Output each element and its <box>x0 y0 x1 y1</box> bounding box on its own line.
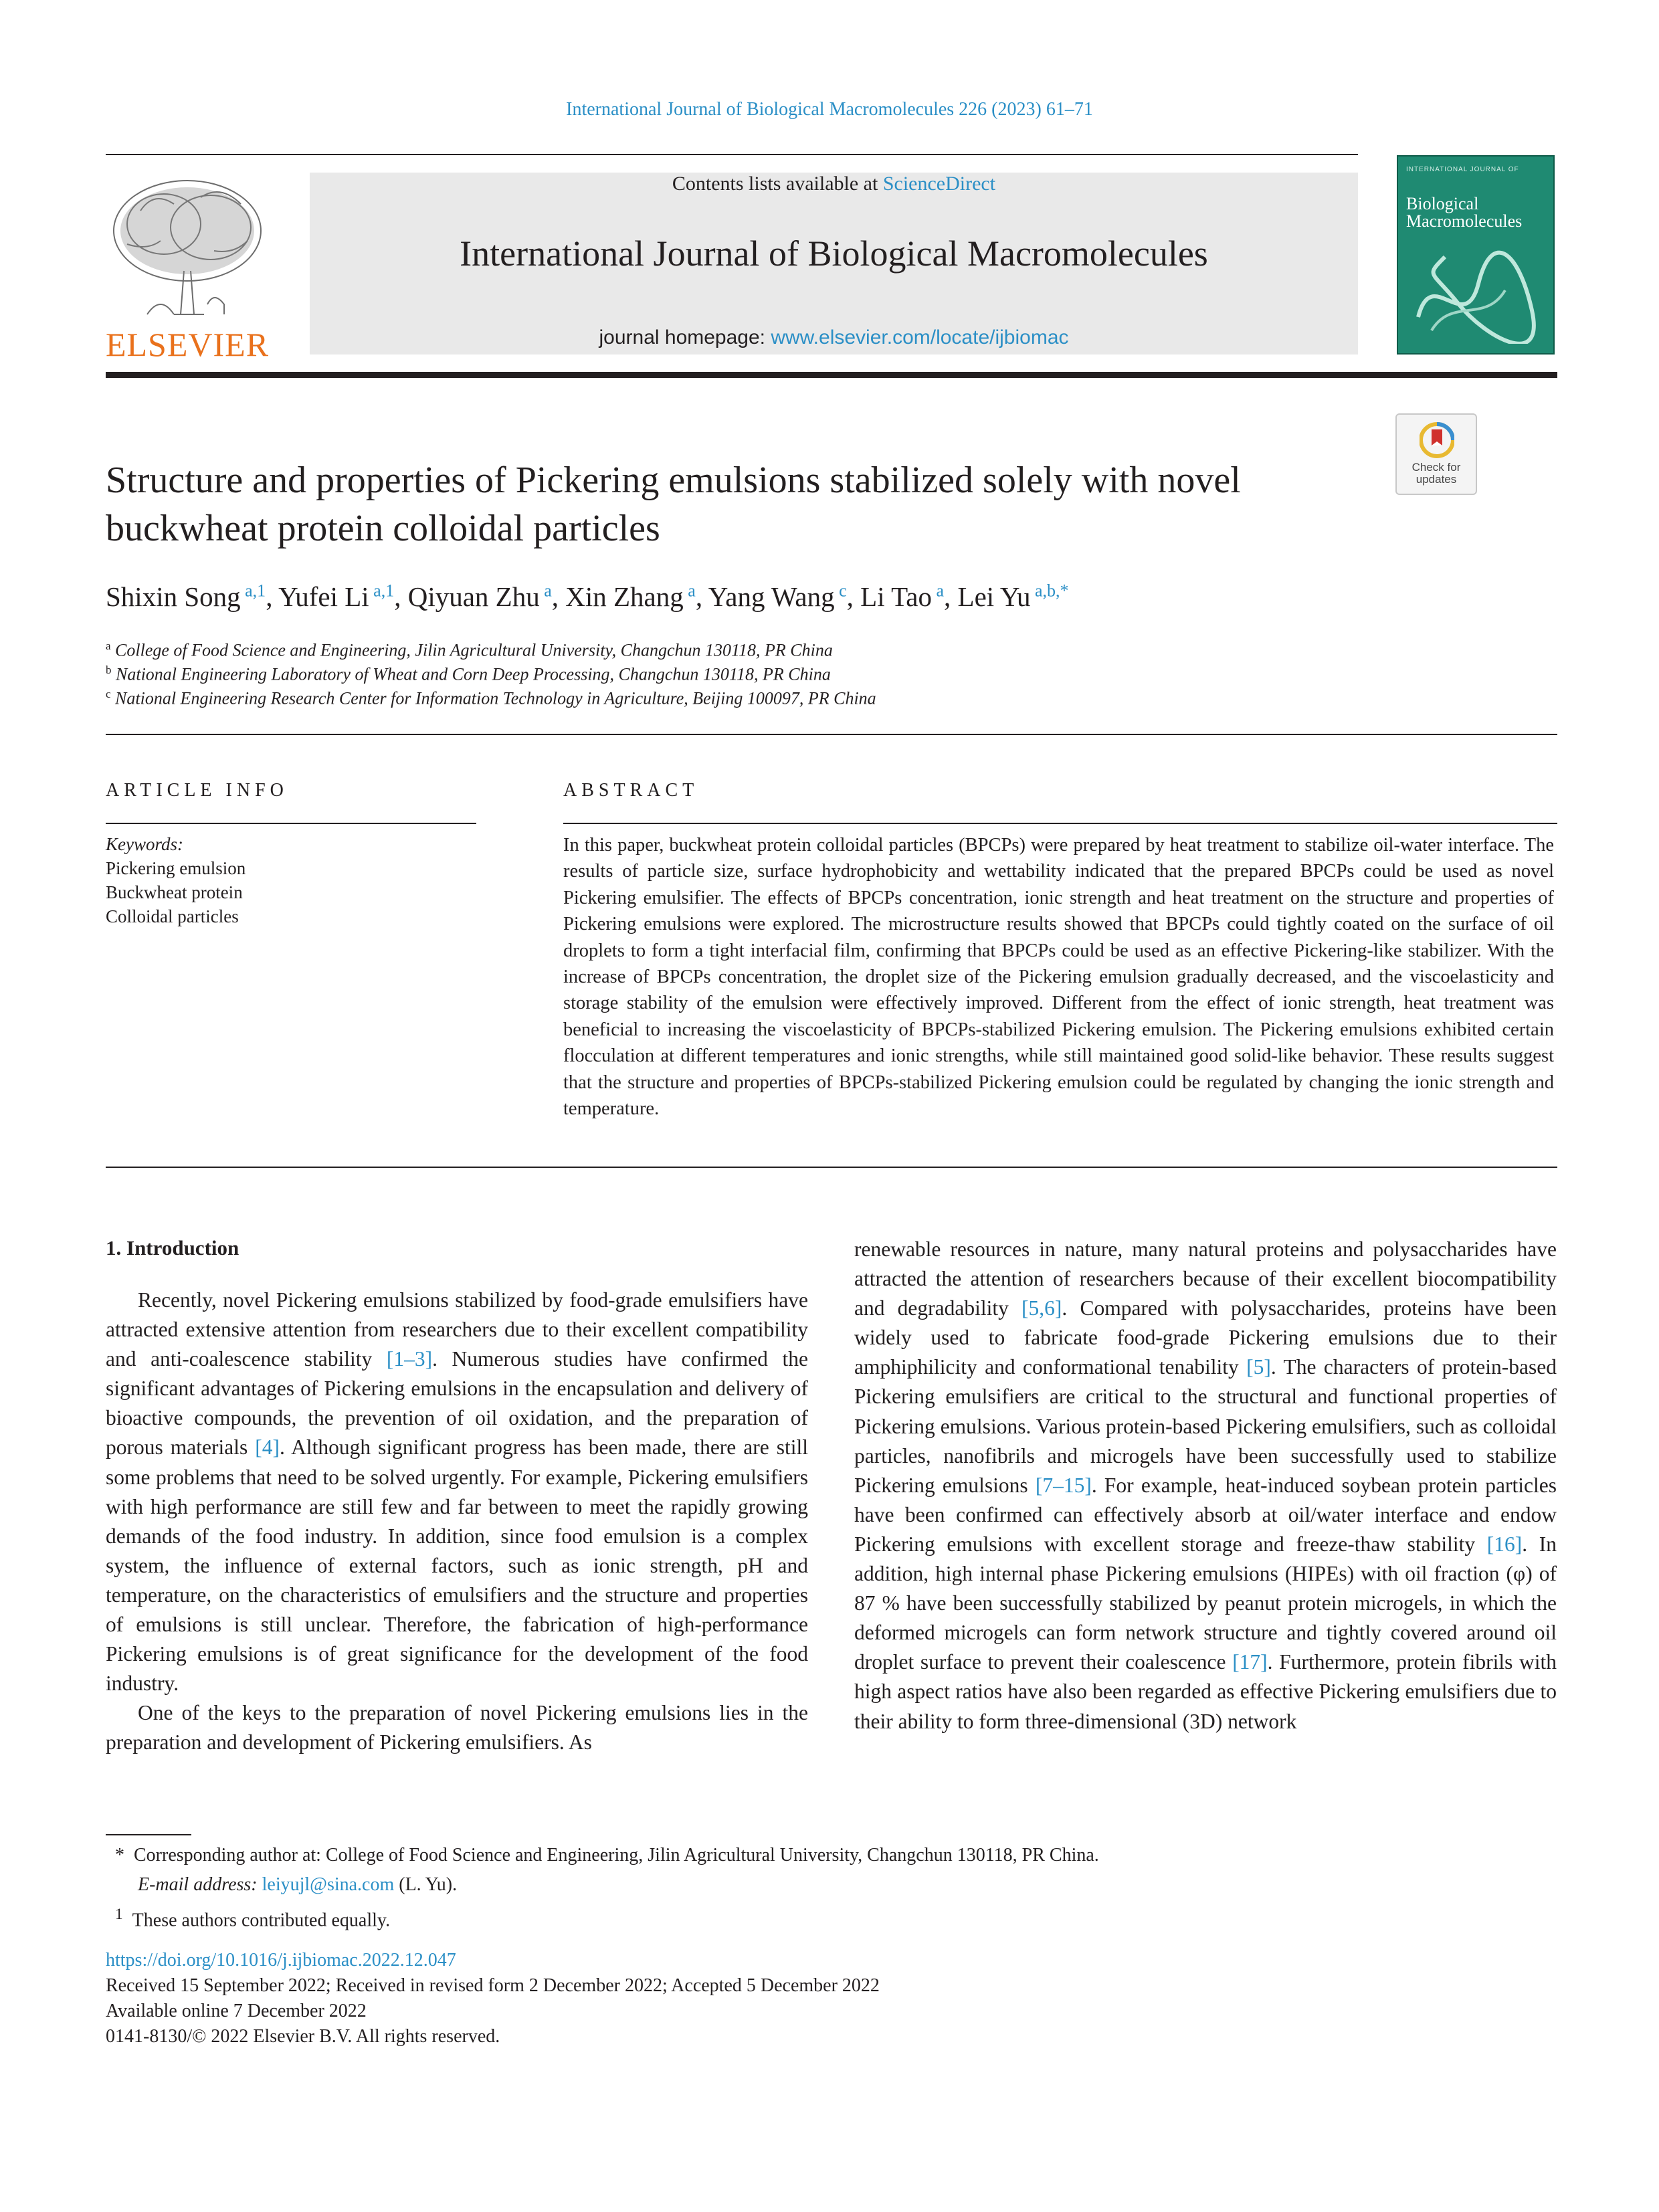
available-online: Available online 7 December 2022 <box>106 2001 367 2021</box>
doi-link[interactable]: https://doi.org/10.1016/j.ijbiomac.2022.12.047 <box>106 1950 456 1971</box>
footnote-text: These authors contributed equally. <box>132 1910 391 1931</box>
article-info-rule <box>106 823 476 824</box>
article-title: Structure and properties of Pickering emulsions stabilized solely with novel buckwheat protein colloidal particles <box>106 460 1241 549</box>
affiliations-rule <box>106 734 1557 735</box>
keyword-item: Colloidal particles <box>106 906 239 926</box>
author-list <box>106 581 1564 613</box>
equal-contribution-note <box>106 1900 1510 1935</box>
affiliation-text: National Engineering Laboratory of Wheat and Corn Deep Processing, Changchun 130118, PR China <box>116 664 831 684</box>
author-affiliation-mark[interactable]: a <box>683 581 696 601</box>
homepage-line <box>310 326 1358 349</box>
paragraph: Recently, novel Pickering emulsions stabilized by food-grade emulsifiers have attracted extensive attention from researchers due to their excellent compatibility and anti-coalescence stability [1–3]. Numerous studies have confirmed the significant advantages of Pickering emulsions in the encapsulation and delivery of bioactive compounds, the prevention of oil oxidation, and the preparation of porous materials [4]. Although significant progress has been made, there are still some problems that need to be solved urgently. For example, Pickering emulsifiers with high performance are still few and far between to meet the rapidly growing demands of the food industry. In addition, since food emulsion is a complex system, the influence of external factors, such as ionic strength, pH and temperature, on the characteristics of emulsifiers and the structure and properties of emulsions is still unclear. Therefore, the fabrication of high-performance Pickering emulsions is of great significance for the development of the food industry. <box>106 1288 808 1696</box>
copyright: 0141-8130/© 2022 Elsevier B.V. All rights reserved. <box>106 2026 500 2047</box>
article-info-heading: ARTICLE INFO <box>106 780 288 801</box>
paragraph: One of the keys to the preparation of novel Pickering emulsions lies in the preparation and development of Pickering emulsifiers. As <box>106 1701 808 1754</box>
author-affiliation-mark[interactable]: a,1 <box>369 581 395 601</box>
author-name[interactable]: Yang Wang <box>708 581 835 612</box>
citation-link[interactable]: [1–3] <box>386 1347 433 1371</box>
section-heading-introduction: 1. Introduction <box>106 1236 239 1260</box>
email-link[interactable]: leiyujl@sina.com <box>262 1874 395 1895</box>
sciencedirect-link[interactable]: ScienceDirect <box>882 173 996 195</box>
cover-top-line: INTERNATIONAL JOURNAL OF <box>1406 166 1519 173</box>
affiliation-mark: b <box>106 664 112 676</box>
author-separator: , <box>266 581 279 612</box>
affiliation-c <box>106 688 1510 709</box>
keyword-item: Buckwheat protein <box>106 882 243 902</box>
author-name[interactable]: Shixin Song <box>106 581 241 612</box>
citation-link[interactable]: [17] <box>1232 1650 1268 1674</box>
abstract-heading: ABSTRACT <box>563 780 699 801</box>
crossmark-icon <box>1420 421 1454 459</box>
author-affiliation-mark[interactable]: c <box>834 581 847 601</box>
body-column-left <box>106 1286 808 1758</box>
keywords-block <box>106 832 480 928</box>
citation-link[interactable]: [16] <box>1486 1532 1523 1556</box>
corresponding-author-note <box>106 1841 1510 1870</box>
author-name[interactable]: Yufei Li <box>278 581 369 612</box>
check-for-updates-label: Check for updates <box>1411 461 1461 486</box>
masthead-bottom-rule <box>106 372 1557 378</box>
author-affiliation-mark[interactable]: a <box>539 581 552 601</box>
homepage-prefix: journal homepage: <box>599 326 771 348</box>
affiliation-text: National Engineering Research Center for Information Technology in Agriculture, Beijing 100097, PR China <box>115 688 876 708</box>
elsevier-wordmark: ELSEVIER <box>105 326 270 363</box>
affiliation-a <box>106 639 1510 661</box>
affiliation-mark: a <box>106 639 111 652</box>
affiliation-text: College of Food Science and Engineering, Jilin Agricultural University, Changchun 130118, PR China <box>115 640 833 660</box>
footnote-rule <box>106 1834 191 1835</box>
journal-title: International Journal of Biological Macromolecules <box>460 233 1208 274</box>
journal-cover-image[interactable] <box>1397 155 1555 355</box>
citation-link[interactable]: [5] <box>1246 1355 1271 1379</box>
cover-title: Biological Macromolecules <box>1406 194 1523 231</box>
journal-reference[interactable]: International Journal of Biological Macromolecules 226 (2023) 61–71 <box>566 99 1093 120</box>
check-for-updates-button[interactable] <box>1395 413 1477 495</box>
email-suffix: (L. Yu). <box>394 1874 458 1895</box>
contents-prefix: Contents lists available at <box>672 173 883 195</box>
footnote-mark: * <box>115 1845 124 1866</box>
footnote-text: Corresponding author at: College of Food Science and Engineering, Jilin Agricultural University, Changchun 130118, PR China. <box>134 1845 1099 1866</box>
author-name[interactable]: Qiyuan Zhu <box>407 581 540 612</box>
abstract-bottom-rule <box>106 1167 1557 1168</box>
author-affiliation-mark[interactable]: a,1 <box>240 581 266 601</box>
author-name[interactable]: Lei Yu <box>957 581 1031 612</box>
header-top-rule <box>106 154 1358 155</box>
paragraph: renewable resources in nature, many natural proteins and polysaccharides have attracted the attention of researchers because of their excellent biocompatibility and degradability [5,6]. Compared with polysaccharides, proteins have been widely used to fabricate food-grade Pickering emulsions due to their amphiphilicity and conformational tenability [5]. The characters of protein-based Pickering emulsifiers are critical to the structural and functional properties of Pickering emulsions. Various protein-based Pickering emulsifiers, such as colloidal particles, nanofibrils and microgels have been successfully used to stabilize Pickering emulsions [7–15]. For example, heat-induced soybean protein particles have been confirmed can effectively absorb at oil/water interface and endow Pickering emulsions with excellent storage and freeze-thaw stability [16]. In addition, high internal phase Pickering emulsions (HIPEs) with oil fraction (φ) of 87 % have been successfully stabilized by peanut protein microgels, in which the deformed microgels can form network structure and tightly covered around oil droplet surface to prevent their coalescence [17]. Furthermore, protein fibrils with high aspect ratios have also been regarded as effective Pickering emulsifiers due to their ability to form three-dimensional (3D) network <box>854 1237 1557 1733</box>
email-note <box>106 1870 1510 1900</box>
email-label: E-mail address: <box>138 1874 258 1895</box>
citation-link[interactable]: [7–15] <box>1035 1473 1092 1497</box>
cover-protein-graphic <box>1405 237 1547 344</box>
author-separator: , <box>551 581 566 612</box>
author-separator: , <box>394 581 408 612</box>
author-name[interactable]: Xin Zhang <box>565 581 684 612</box>
body-column-right <box>854 1235 1557 1736</box>
author-separator: , <box>695 581 708 612</box>
received-dates: Received 15 September 2022; Received in revised form 2 December 2022; Accepted 5 December 2022 <box>106 1975 880 1996</box>
footnote-mark: 1 <box>115 1906 123 1923</box>
contents-line <box>310 173 1358 195</box>
keywords-label: Keywords: <box>106 834 183 854</box>
footnotes <box>106 1841 1510 1935</box>
citation-link[interactable]: [4] <box>255 1435 280 1460</box>
front-matter <box>106 1948 1510 2049</box>
affiliation-b <box>106 664 1510 685</box>
author-affiliation-mark[interactable]: a <box>932 581 945 601</box>
homepage-link[interactable]: www.elsevier.com/locate/ijbiomac <box>771 326 1069 348</box>
keyword-item: Pickering emulsion <box>106 858 246 878</box>
affiliation-mark: c <box>106 688 111 700</box>
author-affiliation-mark[interactable]: a,b,* <box>1030 581 1069 601</box>
author-name[interactable]: Li Tao <box>860 581 932 612</box>
citation-link[interactable]: [5,6] <box>1021 1296 1062 1320</box>
abstract-rule <box>563 823 1557 824</box>
author-separator: , <box>846 581 861 612</box>
author-separator: , <box>944 581 958 612</box>
abstract-text: In this paper, buckwheat protein colloidal particles (BPCPs) were prepared by heat treatment to stabilize oil-water interface. The results of particle size, surface hydrophobicity and wettability indicated that the prepared BPCPs could be used as novel Pickering emulsifier. The effects of BPCPs concentration, ionic strength and heat treatment on the structure and properties of Pickering emulsions were explored. The microstructure results showed that BPCPs could tightly coated on the surface of oil droplets to form a tight interfacial film, confirming that BPCPs could be used as an effective Pickering-like stabilizer. With the increase of BPCPs concentration, the droplet size of the Pickering emulsion gradually decreased, and the viscoelasticity and storage stability of the emulsion were effectively improved. Different from the effect of ionic strength, heat treatment was beneficial to increasing the viscoelasticity of BPCPs-stabilized Pickering emulsion. The Pickering emulsions exhibited certain flocculation at different temperatures and ionic strengths, while still maintained good solid-like behavior. These results suggest that the structure and properties of BPCPs-stabilized Pickering emulsion could be regulated by changing the ionic strength and temperature. <box>563 835 1554 1120</box>
